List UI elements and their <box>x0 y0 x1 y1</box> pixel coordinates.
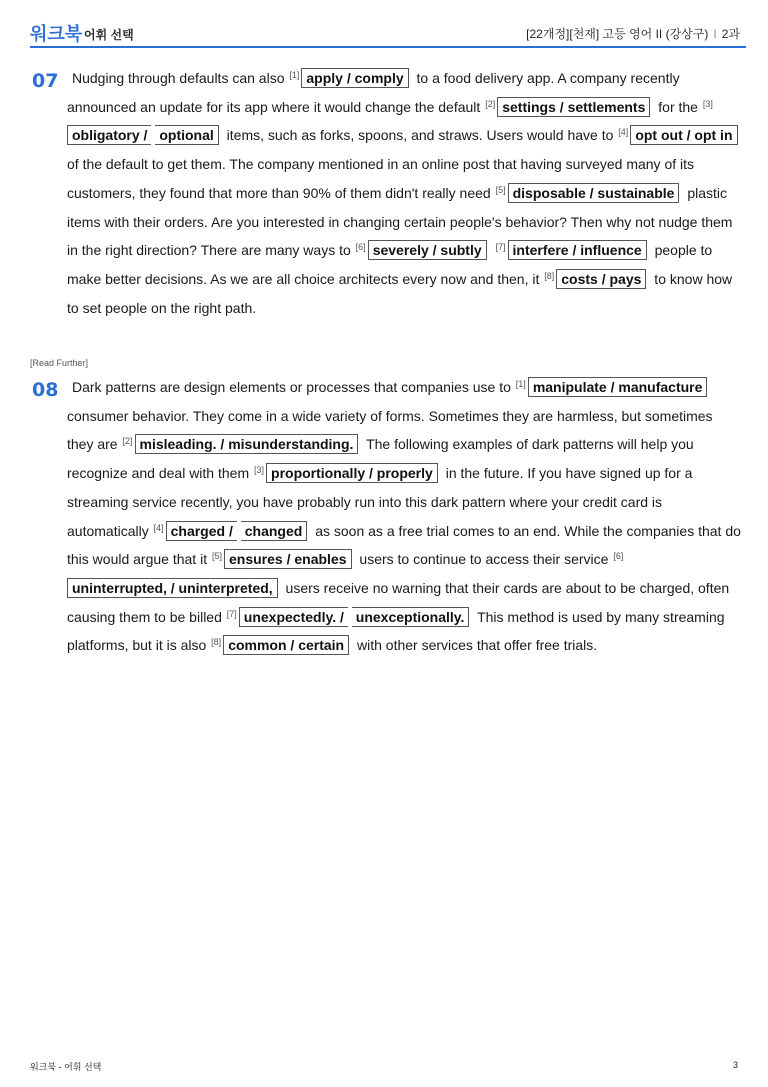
blank-marker: [7] <box>226 608 237 619</box>
blank-marker: [5] <box>495 184 506 195</box>
blank-marker: [8] <box>211 637 222 648</box>
blank-marker: [7] <box>495 242 506 253</box>
choice-box-08-1[interactable]: manipulate / manufacture <box>528 377 708 397</box>
blank-marker: [2] <box>122 436 133 447</box>
course-info <box>526 25 740 42</box>
choice-box-08-5[interactable]: ensures / enables <box>224 549 352 569</box>
blank-marker: [6] <box>355 242 366 253</box>
blank-marker: [6] <box>613 551 624 562</box>
choice-box-08-6[interactable]: uninterrupted, / uninterpreted, <box>67 578 278 598</box>
choice-box-08-4[interactable]: charged / <box>166 521 237 541</box>
page-number: 3 <box>732 1060 738 1070</box>
choice-box-08-3[interactable]: proportionally / properly <box>266 463 438 483</box>
blank-marker: [3] <box>702 98 713 109</box>
blank-marker: [4] <box>618 127 629 138</box>
header-separator: I <box>713 27 717 41</box>
section-title: 어휘 선택 <box>84 28 134 42</box>
course-title: [22개정][천재] 고등 영어 II (강상구) <box>526 27 709 41</box>
question-07-passage: Nudging through defaults can also [1] apply / comply to a food delivery app. A company recently announced an update for its app where it would change the default [2] settings / settlements for the [3]obligatory / optional items, such as forks, spoons, and straws. Users would have to [4] opt out / opt in of the default to get them. The company mentioned in an online post that having surveyed many of its customers, they found that more than 90% of them didn't really need [5] disposable / sustainable plastic items with their orders. Are you interested in changing certain people's behavior? Then why not nudge them in the right direction? There are many ways to [6] severely / subtly [7] interfere / influence people to make better decisions. As we are all choice architects every now and then, it [8] costs / pays to know how to set people on the right path. <box>67 64 742 322</box>
blank-marker: [4] <box>153 522 164 533</box>
read-further-label: [Read Further] <box>30 358 89 368</box>
choice-box-08-2[interactable]: misleading. / misunderstanding. <box>135 434 359 454</box>
choice-box-07-7[interactable]: interfere / influence <box>508 240 647 260</box>
lesson-label: 2과 <box>721 27 740 41</box>
choice-box-07-6[interactable]: severely / subtly <box>368 240 487 260</box>
choice-box-07-3-cont[interactable]: optional <box>155 125 218 145</box>
choice-box-08-8[interactable]: common / certain <box>223 635 349 655</box>
choice-box-07-4[interactable]: opt out / opt in <box>630 125 737 145</box>
choice-box-08-7[interactable]: unexpectedly. / <box>239 607 348 627</box>
choice-box-08-4-cont[interactable]: changed <box>241 521 308 541</box>
choice-box-07-2[interactable]: settings / settlements <box>497 97 650 117</box>
question-08-passage: Dark patterns are design elements or processes that companies use to [1] manipulate / manufacture consumer behavior. They come in a wide variety of forms. Sometimes they are harmless, but sometimes they are [2] misleading. / misunderstanding. The following examples of dark patterns will help you recognize and deal with them [3] proportionally / properly in the future. If you have signed up for a streaming service recently, you have probably run into this dark pattern where your credit card is automatically [4] charged / changed as soon as a free trial comes to an end. While the companies that do this would argue that it [5] ensures / enables users to continue to access their service [6]uninterrupted, / uninterpreted, users receive no warning that their cards are about to be charged, often causing them to be billed [7] unexpectedly. / unexceptionally. This method is used by many streaming platforms, but it is also [8] common / certain with other services that offer free trials. <box>67 379 741 654</box>
choice-box-07-3[interactable]: obligatory / <box>67 125 151 145</box>
blank-marker: [1] <box>515 379 526 389</box>
blank-marker: [5] <box>211 551 222 562</box>
brand-title: 워크북 <box>30 24 83 44</box>
blank-marker: [2] <box>485 98 496 109</box>
blank-marker: [8] <box>544 270 555 281</box>
question-number-07: 07 <box>32 70 59 92</box>
blank-marker: [3] <box>254 465 265 476</box>
footer-label: 워크북 - 어휘 선택 <box>30 1062 102 1072</box>
blank-marker: [1] <box>289 70 300 80</box>
choice-box-08-7-cont[interactable]: unexceptionally. <box>352 607 470 627</box>
question-number-08: 08 <box>32 379 59 401</box>
page-header <box>30 18 746 48</box>
choice-box-07-1[interactable]: apply / comply <box>301 68 408 88</box>
choice-box-07-5[interactable]: disposable / sustainable <box>508 183 680 203</box>
choice-box-07-8[interactable]: costs / pays <box>556 269 646 289</box>
